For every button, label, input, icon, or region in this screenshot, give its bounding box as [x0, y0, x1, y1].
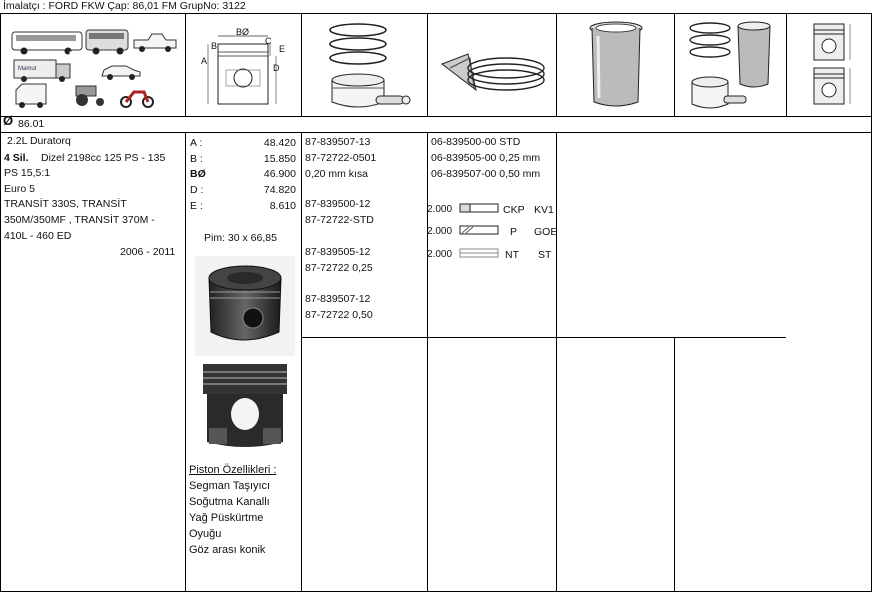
col-line-d1 — [185, 132, 186, 592]
ring-profile-icon — [459, 201, 499, 215]
feature-item: Yağ Püskürtme — [189, 512, 264, 524]
col-line-d2 — [301, 132, 302, 592]
col-line-3 — [427, 13, 428, 116]
part-number: 87-839505-12 — [305, 246, 371, 258]
engine-line6: 350M/350MF , TRANSİT 370M - — [4, 214, 155, 226]
engine-line4: Euro 5 — [4, 183, 35, 195]
diagram-label-d: D — [273, 63, 280, 73]
dim-bo-label: BØ — [190, 168, 206, 180]
engine-line2-rest: Dizel 2198cc 125 PS - 135 — [41, 152, 166, 164]
dim-bo-value: 46.900 — [263, 168, 296, 180]
col-line-1 — [185, 13, 186, 116]
part-number: 87-72722-0501 — [305, 152, 377, 164]
dim-b-label: B : — [190, 153, 203, 165]
dim-d-label: D : — [190, 184, 204, 196]
feature-item: Göz arası konik — [189, 544, 266, 556]
ring-set: 06-839500-00 STD — [431, 136, 521, 148]
part-number: 87-839507-13 — [305, 136, 371, 148]
ring-profile-icon — [459, 223, 499, 237]
part-number: 87-72722 0,50 — [305, 309, 373, 321]
feature-item: Segman Taşıyıcı — [189, 480, 271, 492]
row-line-lower — [301, 337, 786, 338]
ring-width: 2.000 — [427, 249, 453, 260]
ring-width: 2.000 — [427, 204, 453, 215]
feature-item: Soğutma Kanallı — [189, 496, 270, 508]
dim-e-label: E : — [190, 200, 203, 212]
part-number: 87-72722-STD — [305, 214, 374, 226]
col-line-6 — [786, 13, 787, 116]
engine-line1: 2.2L Duratorq — [7, 135, 71, 147]
engine-years: 2006 - 2011 — [120, 246, 176, 258]
ring-code: NT — [505, 249, 519, 261]
svg-text:Mamut: Mamut — [18, 66, 37, 72]
part-number: 87-839500-12 — [305, 198, 371, 210]
part-number: 0,20 mm kısa — [305, 168, 369, 180]
row-line-icons-bottom — [0, 116, 872, 117]
feature-item: Oyuğu — [189, 528, 222, 540]
col-line-4 — [556, 13, 557, 116]
diagram-label-c: C — [265, 36, 272, 46]
ring-type: KV1 — [534, 204, 554, 216]
engine-line7: 410L - 460 ED — [4, 230, 72, 242]
col-line-d3 — [427, 132, 428, 592]
frame-left — [0, 13, 1, 592]
piston-cross-section-icon — [804, 18, 866, 112]
part-number: 87-839507-12 — [305, 293, 371, 305]
engine-line2-bold: 4 Sil. — [4, 152, 29, 164]
col-line-d5 — [674, 337, 675, 592]
dim-d-value: 74.820 — [263, 184, 296, 196]
rings-and-piston-icon — [318, 18, 418, 112]
col-line-d4 — [556, 132, 557, 592]
ring-width: 2.000 — [427, 226, 453, 237]
ring-type: GOE — [534, 226, 558, 238]
diagram-label-e: E — [279, 44, 286, 54]
vehicles-icon — [10, 18, 180, 110]
cylinder-liner-icon — [586, 20, 646, 110]
ring-code: P — [510, 226, 518, 238]
dim-a-label: A : — [190, 137, 203, 149]
header-text: İmalatçı : FORD FKW Çap: 86,01 FM GrupNo: 3122 — [3, 0, 246, 12]
engine-line3: PS 15,5:1 — [4, 167, 51, 179]
engine-line5: TRANSİT 330S, TRANSİT — [4, 198, 127, 210]
liner-kit-icon — [686, 18, 778, 112]
piston-section-photo-icon — [199, 362, 291, 454]
bore-value: 86.01 — [18, 118, 45, 130]
piston-photo-icon — [195, 256, 295, 356]
part-number: 87-72722 0,25 — [305, 262, 373, 274]
features-title: Piston Özellikleri : — [189, 464, 277, 476]
row-line-bore-bottom — [0, 132, 872, 133]
ring-set: 06-839507-00 0,50 mm — [431, 168, 541, 180]
frame-top — [0, 13, 872, 14]
diagram-label-a: A — [201, 56, 208, 66]
pin-size: Pim: 30 x 66,85 — [204, 232, 277, 244]
diagram-label-bo: BØ — [236, 27, 250, 37]
col-line-2 — [301, 13, 302, 116]
dim-a-value: 48.420 — [263, 137, 296, 149]
ring-set: 06-839505-00 0,25 mm — [431, 152, 541, 164]
diagram-label-b: B — [211, 41, 218, 51]
ring-profile-icon — [459, 246, 499, 260]
bore-symbol: Ø — [3, 113, 14, 128]
ring-set-icon — [440, 38, 550, 100]
dim-b-value: 15.850 — [263, 153, 296, 165]
ring-type: ST — [538, 249, 552, 261]
dim-e-value: 8.610 — [269, 200, 296, 212]
col-line-5 — [674, 13, 675, 116]
ring-code: CKP — [503, 204, 525, 216]
